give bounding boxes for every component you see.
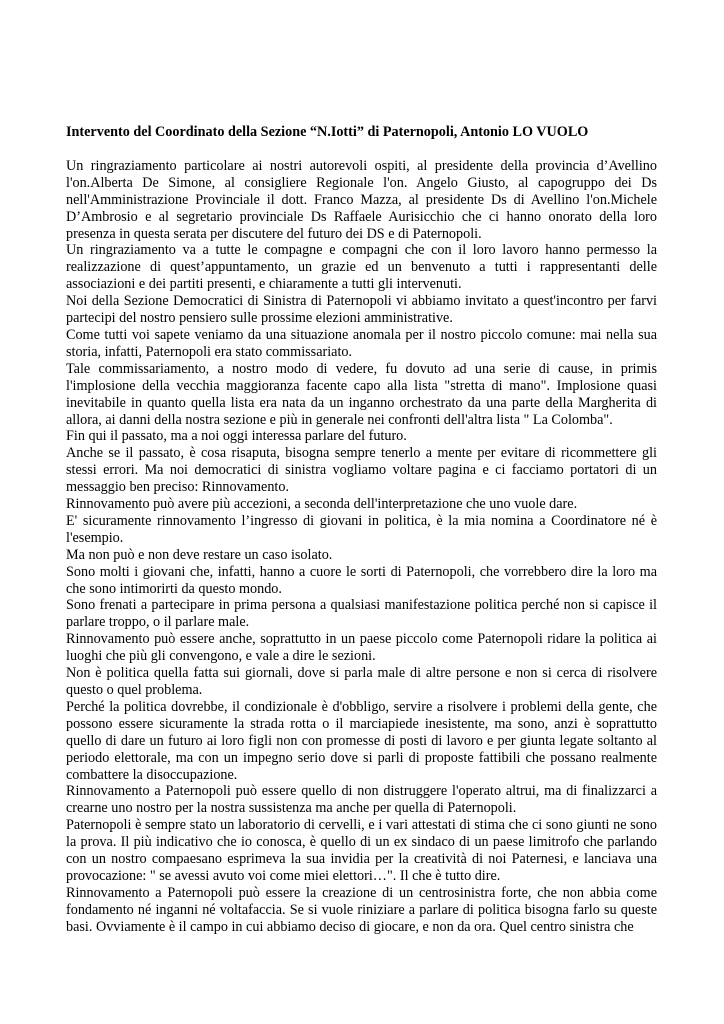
- paragraph: Paternopoli è sempre stato un laboratorio di cervelli, e i vari attestati di stima che ci sono giunti ne sono la prova. Il più indicativo che io conosca, è quello di un ex sindaco di un paese limitrofo che parlando con un nostro compaesano esprimeva la sua invidia per la creatività di noi Paternesi, e lanciava una provocazione: " se avessi avuto voi come miei elettori…". Il che è tutto dire.: [66, 817, 657, 884]
- paragraph: Rinnovamento a Paternopoli può essere quello di non distruggere l'operato altrui, ma di finalizzarci a crearne uno nostro per la nostra sussistenza ma anche per quella di Paternopoli.: [66, 783, 657, 817]
- paragraph: Un ringraziamento va a tutte le compagne e compagni che con il loro lavoro hanno permesso la realizzazione di quest’appuntamento, un grazie ed un benvenuto a tutti i rappresentanti delle associazioni e dei partiti presenti, e chiaramente a tutti gli intervenuti.: [66, 242, 657, 293]
- paragraph: Un ringraziamento particolare ai nostri autorevoli ospiti, al presidente della provincia d’Avellino l'on.Alberta De Simone, al consigliere Regionale l'on. Angelo Giusto, al capogruppo dei Ds nell'Amministrazione Provinciale il dott. Franco Mazza, al presidente Ds di Avellino l'on.Michele D’Ambrosio e al segretario provinciale Ds Raffaele Aurisicchio che ci hanno onorato della loro presenza in questa serata per discutere del futuro dei DS e di Paternopoli.: [66, 157, 657, 242]
- paragraph: Tale commissariamento, a nostro modo di vedere, fu dovuto ad una serie di cause, in primis l'implosione della vecchia maggioranza facente capo alla lista "stretta di mano". Implosione quasi inevitabile in quanto quella lista era nata da un inganno orchestrato da una parte della Margherita di allora, ai danni della nostra sezione e più in generale nei confronti dell'altra lista " La Colomba".: [66, 360, 657, 428]
- paragraph: Come tutti voi sapete veniamo da una situazione anomala per il nostro piccolo comune: mai nella sua storia, infatti, Paternopoli era stato commissariato.: [66, 326, 657, 360]
- paragraph: Rinnovamento può avere più accezioni, a seconda dell'interpretazione che uno vuole dare.: [66, 496, 578, 513]
- paragraph: Rinnovamento a Paternopoli può essere la creazione di un centrosinistra forte, che non abbia come fondamento né inganni né voltafaccia. Se si vuole riniziare a parlare di politica bisogna farlo su queste basi. Ovviamente è il campo in cui abbiamo deciso di giocare, e non da ora. Quel centro sinistra che: [66, 884, 657, 935]
- paragraph: Perché la politica dovrebbe, il condizionale è d'obbligo, servire a risolvere i problemi della gente, che possono essere sicuramente la strada rotta o il marciapiede inesistente, ma sono, anzi è soprattutto quello di dare un futuro ai loro figli non con promesse di posti di lavoro e per giunta legate soltanto al periodo elettorale, ma con un impegno serio dove si parli di proposte fattibili che possano realmente combattere la disoccupazione.: [66, 698, 657, 783]
- document-page: [66, 124, 657, 936]
- document-body: [66, 158, 657, 936]
- paragraph: Noi della Sezione Democratici di Sinistra di Paternopoli vi abbiamo invitato a quest'incontro per farvi partecipi del nostro pensiero sulle prossime elezioni amministrative.: [66, 293, 657, 327]
- paragraph: Ma non può e non deve restare un caso isolato.: [66, 546, 333, 563]
- paragraph: Non è politica quella fatta sui giornali, dove si parla male di altre persone e non si cerca di risolvere questo o quel problema.: [66, 665, 657, 698]
- paragraph: Fin qui il passato, ma a noi oggi interessa parlare del futuro.: [66, 428, 407, 445]
- paragraph: Sono frenati a partecipare in prima persona a qualsiasi manifestazione politica perché non si capisce il parlare troppo, o il parlare male.: [66, 597, 657, 631]
- paragraph: E' sicuramente rinnovamento l’ingresso di giovani in politica, è la mia nomina a Coordinatore né è l'esempio.: [66, 512, 657, 546]
- paragraph: Anche se il passato, è cosa risaputa, bisogna sempre tenerlo a mente per evitare di ricommettere gli stessi errori. Ma noi democratici di sinistra vogliamo voltare pagina e ci facciamo portatori di un messaggio ben preciso: Rinnovamento.: [66, 445, 657, 496]
- paragraph: Rinnovamento può essere anche, soprattutto in un paese piccolo come Paternopoli ridare la politica ai luoghi che più gli convengono, e vale a dire le sezioni.: [66, 631, 657, 665]
- paragraph: Sono molti i giovani che, infatti, hanno a cuore le sorti di Paternopoli, che vorrebbero dire la loro ma che sono intimorirti da questo mondo.: [66, 563, 657, 597]
- document-title: Intervento del Coordinato della Sezione “N.Iotti” di Paternopoli, Antonio LO VUOLO: [66, 124, 589, 140]
